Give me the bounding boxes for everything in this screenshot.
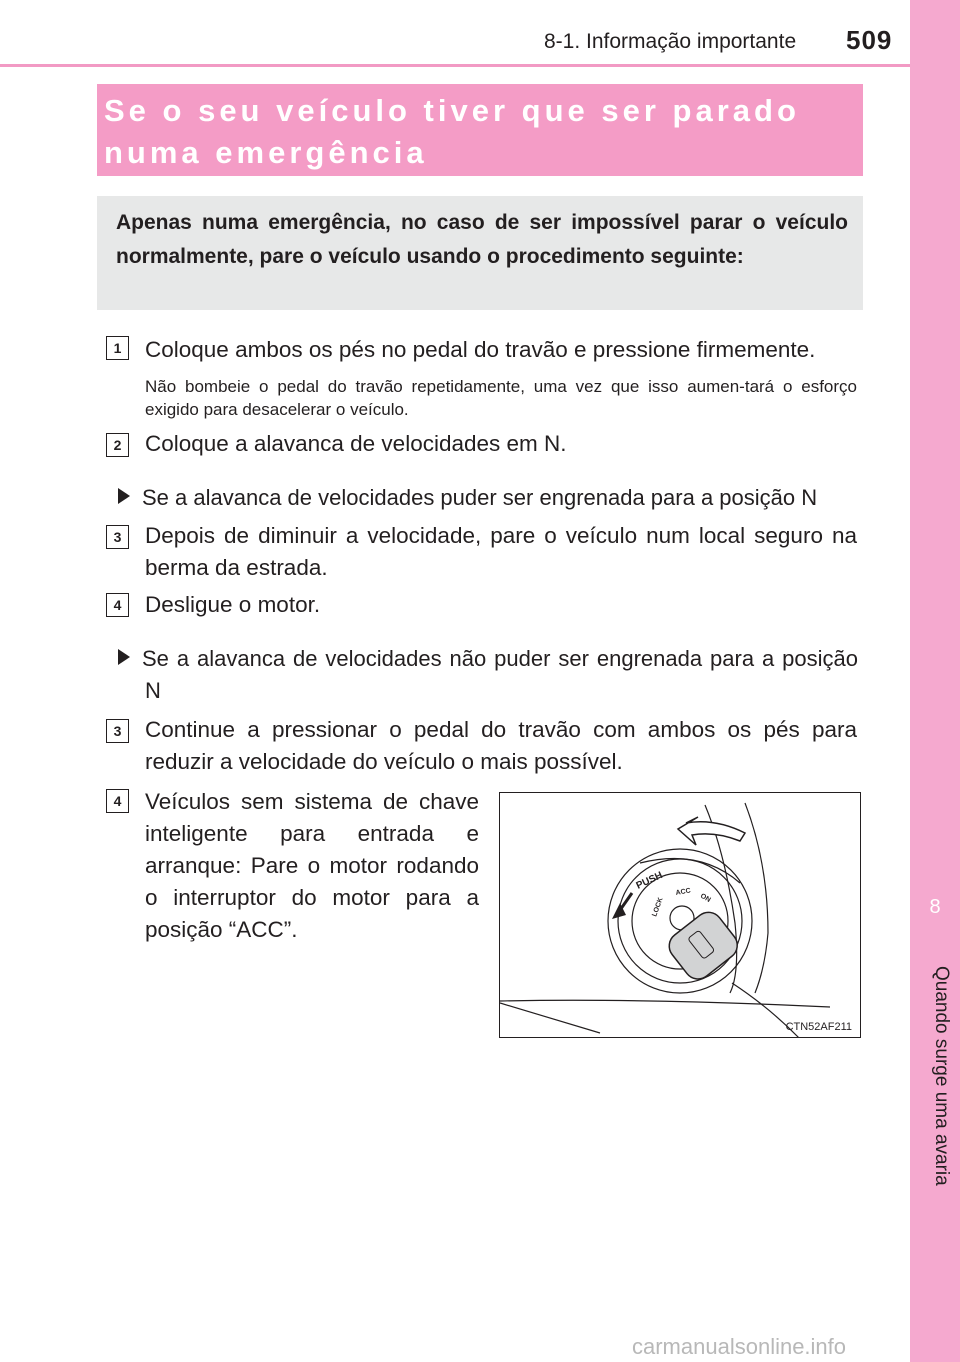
header-rule xyxy=(0,64,910,67)
step-number-badge: 3 xyxy=(106,525,129,549)
section-title: 8-1. Informação importante xyxy=(544,30,797,53)
case-b-step-3-text: Continue a pressionar o pedal do travão com ambos os pés para reduzir a velocidade do veículo o mais possível. xyxy=(145,717,857,774)
step-number-badge: 3 xyxy=(106,719,129,743)
step-number-badge: 4 xyxy=(106,789,129,813)
condition-b-text: Se a alavanca de velocidades não puder ser engrenada para a posição N xyxy=(142,646,858,703)
step-number-badge: 4 xyxy=(106,593,129,617)
triangle-bullet-icon xyxy=(118,488,130,504)
triangle-bullet-icon xyxy=(118,649,130,665)
chapter-number: 8 xyxy=(929,896,941,918)
condition-b xyxy=(118,643,858,707)
acc-label: ACC xyxy=(675,887,692,897)
condition-a-text: Se a alavanca de velocidades puder ser engrenada para a posição N xyxy=(142,485,818,510)
page-number: 509 xyxy=(846,25,893,55)
step-1-text: Coloque ambos os pés no pedal do travão e pressione firmemente. xyxy=(145,337,816,362)
ignition-key-icon xyxy=(500,793,861,1038)
case-a-step-4-text: Desligue o motor. xyxy=(145,592,321,617)
chapter-title: Quando surge uma avaria xyxy=(931,966,952,1186)
watermark: carmanualsonline.info xyxy=(632,1334,847,1359)
step-2-text: Coloque a alavanca de velocidades em N. xyxy=(145,431,567,456)
intro-text: Apenas numa emergência, no caso de ser impossível parar o veículo normalmente, pare o veículo usando o procedimento seguinte: xyxy=(116,211,848,268)
condition-a xyxy=(118,482,858,514)
page-heading: Se o seu veículo tiver que ser parado numa emergência xyxy=(104,93,800,170)
step-number-badge: 1 xyxy=(106,336,129,360)
on-label: ON xyxy=(699,892,712,904)
case-a-step-3-text: Depois de diminuir a velocidade, pare o veículo num local seguro na berma da estrada. xyxy=(145,523,857,580)
figure-code: CTN52AF211 xyxy=(785,1021,852,1033)
step-number-badge: 2 xyxy=(106,433,129,457)
lock-label: LOCK xyxy=(651,896,665,918)
ignition-switch-illustration xyxy=(499,792,861,1038)
case-b-step-4-text: Veículos sem sistema de chave inteligente para entrada e arranque: Pare o motor rodando o interruptor do motor para a posição “ACC”. xyxy=(145,789,479,942)
push-label: PUSH xyxy=(634,870,665,892)
step-1-note: Não bombeie o pedal do travão repetidamente, uma vez que isso aumen-tará o esforço exigido para desacelerar o veículo. xyxy=(145,377,857,419)
